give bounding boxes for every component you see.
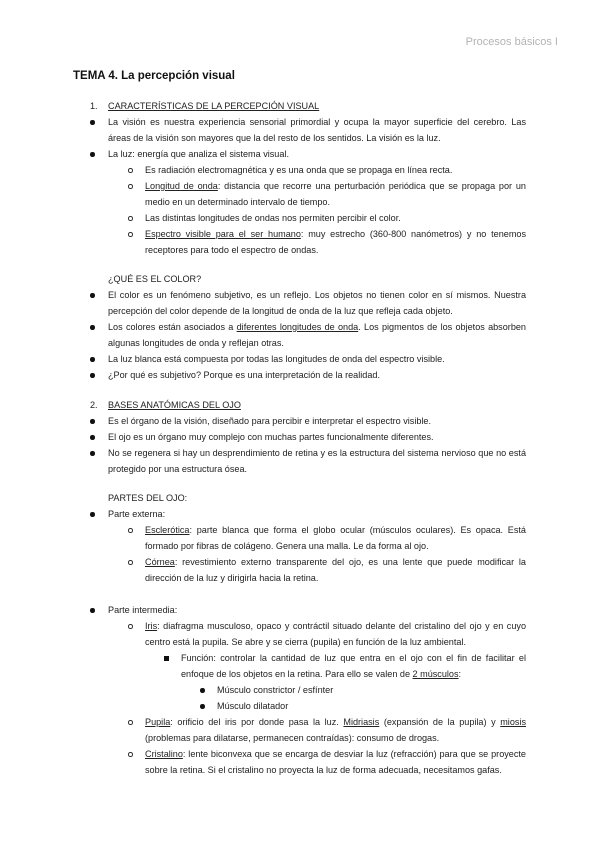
paragraph-line <box>145 746 526 762</box>
paragraph-line <box>145 178 526 194</box>
term: Córnea <box>145 557 175 567</box>
paragraph-line: Es el órgano de la visión, diseñado para percibir e interpretar el espectro visible. <box>108 416 432 426</box>
subheading: PARTES DEL OJO: <box>108 493 188 503</box>
bullet-icon <box>90 357 95 362</box>
paragraph-line: protegido por una estructura ósea. <box>108 464 248 474</box>
paragraph-line: Función: controlar la cantidad de luz que entra en el ojo con el fin de facilitar el <box>181 653 526 663</box>
circle-bullet-icon <box>128 168 133 173</box>
paragraph-line: La luz: energía que analiza el sistema visual. <box>108 149 289 159</box>
text-run: : muy estrecho (360-800 nanómetros) y no tenemos <box>300 229 526 239</box>
term: Pupila <box>145 717 171 727</box>
paragraph-line: No se regenera si hay un desprendimiento de retina y es la estructura del sistema nervioso que no está <box>108 448 526 458</box>
text-run: (expansión de la pupila) y <box>379 717 501 727</box>
bullet-icon <box>90 293 95 298</box>
paragraph-line <box>108 319 526 335</box>
paragraph-line: Las distintas longitudes de ondas nos permiten percibir el color. <box>145 213 401 223</box>
square-bullet-icon <box>164 656 169 661</box>
paragraph-line: El ojo es un órgano muy complejo con muchas partes funcionalmente diferentes. <box>108 432 434 442</box>
subheading: ¿QUÉ ES EL COLOR? <box>108 274 202 284</box>
term: Espectro visible para el ser humano <box>145 229 301 239</box>
section-heading-text: CARACTERÍSTICAS DE LA PERCEPCIÓN VISUAL <box>108 101 320 111</box>
paragraph-line: La luz blanca está compuesta por todas las longitudes de onda del espectro visible. <box>108 354 445 364</box>
term: miosis <box>500 717 526 727</box>
text-run: : lente biconvexa que se encarga de desviar la luz (refracción) para que se proyecte <box>182 749 526 759</box>
paragraph-line: receptores para todo el espectro de ondas. <box>145 245 319 255</box>
paragraph-line: (problemas para dilatarse, permanecen contraídas): consumo de drogas. <box>145 733 440 743</box>
running-header: Procesos básicos I <box>465 36 558 48</box>
paragraph-line: La visión es nuestra experiencia sensorial primordial y ocupa la mayor superficie del cerebro. Las <box>108 117 526 127</box>
section-number: 2. <box>90 400 98 410</box>
bullet-icon <box>90 152 95 157</box>
paragraph-line: Es radiación electromagnética y es una onda que se propaga en línea recta. <box>145 165 453 175</box>
page-title: TEMA 4. La percepción visual <box>73 70 235 82</box>
text-run: : diafragma musculoso, opaco y contráctil situado delante del cristalino del ojo y en cuyo <box>157 621 526 631</box>
bullet-icon <box>90 120 95 125</box>
paragraph-line: formado por fibras de colágeno. Genera una malla. Le da forma al ojo. <box>145 541 429 551</box>
text-run: enfoque de los objetos en la retina. Para ello se valen de <box>181 669 413 679</box>
bullet-icon <box>200 704 205 709</box>
term: Midriasis <box>343 717 380 727</box>
paragraph-line: percepción del color depende de la longitud de onda de la luz que refleja cada objeto. <box>108 306 453 316</box>
text-run: Los colores están asociados a <box>108 322 237 332</box>
text-run: : orificio del iris por donde pasa la luz. <box>170 717 344 727</box>
circle-bullet-icon <box>128 528 133 533</box>
paragraph-line: El color es un fenómeno subjetivo, es un reflejo. Los objetos no tienen color en sí mismos. Nuestra <box>108 290 526 300</box>
paragraph-line <box>181 666 461 682</box>
paragraph-line <box>145 714 526 730</box>
text-run: . Los pigmentos de los objetos absorben <box>358 322 526 332</box>
paragraph-line: Parte intermedia: <box>108 605 178 615</box>
paragraph-line: dirección de la luz y dirigirla hacia la retina. <box>145 573 319 583</box>
circle-bullet-icon <box>128 560 133 565</box>
section-heading <box>108 98 319 114</box>
circle-bullet-icon <box>128 624 133 629</box>
paragraph-line: algunas longitudes de onda y reflejan otras. <box>108 338 284 348</box>
text-run: : <box>458 669 462 679</box>
paragraph-line <box>145 618 526 634</box>
paragraph-line <box>145 226 526 242</box>
bullet-icon <box>90 451 95 456</box>
bullet-icon <box>90 512 95 517</box>
bullet-icon <box>90 325 95 330</box>
paragraph-line: centro está la pupila. Se abre y se cierra (pupila) en función de la luz ambiental. <box>145 637 466 647</box>
bullet-icon <box>90 608 95 613</box>
text-run: : distancia que recorre una perturbación periódica que se propaga por un <box>217 181 526 191</box>
paragraph-line: áreas de la visión son mayores que la del resto de los sentidos. La visión es la luz. <box>108 133 441 143</box>
paragraph-line: Músculo constrictor / esfínter <box>217 685 334 695</box>
term: diferentes longitudes de onda <box>236 322 359 332</box>
circle-bullet-icon <box>128 232 133 237</box>
paragraph-line: Parte externa: <box>108 509 166 519</box>
section-heading-text: BASES ANATÓMICAS DEL OJO <box>108 400 241 410</box>
paragraph-line: ¿Por qué es subjetivo? Porque es una interpretación de la realidad. <box>108 370 380 380</box>
bullet-icon <box>90 373 95 378</box>
paragraph-line: Músculo dilatador <box>217 701 289 711</box>
section-heading <box>108 397 241 413</box>
paragraph-line: sobre la retina. Si el cristalino no proyecta la luz de forma adecuada, necesitamos gafas. <box>145 765 502 775</box>
section-number: 1. <box>90 101 98 111</box>
bullet-icon <box>90 435 95 440</box>
paragraph-line <box>145 554 526 570</box>
term: Longitud de onda <box>145 181 218 191</box>
bullet-icon <box>200 688 205 693</box>
circle-bullet-icon <box>128 216 133 221</box>
term: 2 músculos <box>412 669 459 679</box>
circle-bullet-icon <box>128 720 133 725</box>
bullet-icon <box>90 419 95 424</box>
paragraph-line: medio en un determinado intervalo de tiempo. <box>145 197 331 207</box>
text-run: : revestimiento externo transparente del ojo, es una lente que puede modificar la <box>174 557 526 567</box>
term: Cristalino <box>145 749 183 759</box>
paragraph-line <box>145 522 526 538</box>
term: Iris <box>145 621 158 631</box>
text-run: : parte blanca que forma el globo ocular (músculos oculares). Es opaca. Está <box>189 525 526 535</box>
term: Esclerótica <box>145 525 190 535</box>
circle-bullet-icon <box>128 752 133 757</box>
circle-bullet-icon <box>128 184 133 189</box>
